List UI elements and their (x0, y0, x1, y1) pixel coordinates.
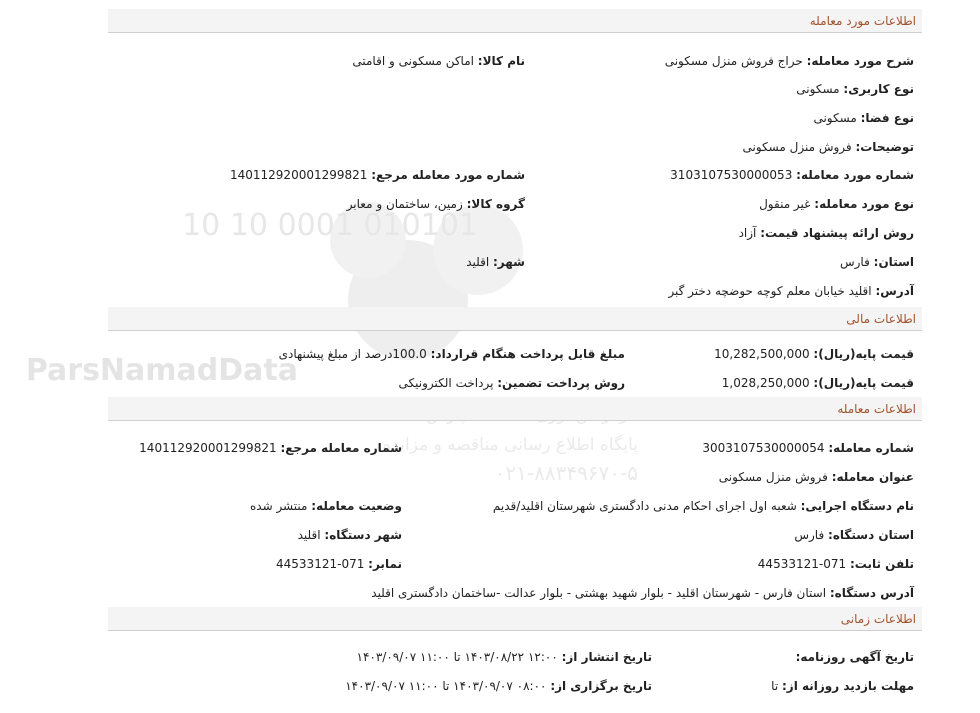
payable-label: مبلغ قابل پرداخت هنگام قرارداد: (430, 347, 625, 361)
held-date-value: ۰۸:۰۰ ۱۴۰۳/۰۹/۰۷ تا ۱۱:۰۰ ۱۴۰۳/۰۹/۰۷ (345, 679, 547, 693)
agency-address-row (371, 585, 914, 601)
payable-value: 100.0درصد از مبلغ پیشنهادی (278, 347, 427, 361)
base-price-value: 10,282,500,000 (714, 347, 810, 361)
base-price-label: قیمت پایه(ریال): (813, 347, 914, 361)
space-row (813, 110, 914, 126)
newspaper-date-row (796, 649, 914, 665)
visit-window-label: مهلت بازدید روزانه از: (782, 679, 914, 693)
agency-province-value: فارس (794, 528, 825, 542)
section-header-timing: اطلاعات زمانی (108, 607, 922, 631)
watermark-digits: 010101 0001 10 10 (182, 208, 478, 243)
fax-label: نمابر: (368, 557, 402, 571)
agency-city-value: اقلید (297, 528, 321, 542)
usage-value: مسکونی (796, 82, 840, 96)
fax-row (276, 556, 402, 572)
notes-value: فروش منزل مسکونی (742, 140, 852, 154)
agency-label: نام دستگاه اجرایی: (800, 499, 914, 513)
agency-city-row (298, 527, 402, 543)
publish-date-value: ۱۲:۰۰ ۱۴۰۳/۰۸/۲۲ تا ۱۱:۰۰ ۱۴۰۳/۰۹/۰۷ (356, 650, 558, 664)
notes-row (743, 139, 915, 155)
watermark-line3: ۰۲۱-۸۸۳۴۹۶۷۰-۵ (494, 461, 638, 485)
phone-row (758, 556, 914, 572)
agency-province-label: استان دستگاه: (828, 528, 914, 542)
deal-title-value: فروش منزل مسکونی (718, 470, 828, 484)
base-price2-value: 1,028,250,000 (721, 376, 810, 390)
agency-value: شعبه اول اجرای احکام مدنی دادگستری شهرستان اقلید/قدیم (492, 499, 797, 513)
province-value: فارس (839, 255, 870, 269)
fax-value: 071-44533121 (276, 557, 365, 571)
province-label: استان: (873, 255, 914, 269)
agency-city-label: شهر دستگاه: (324, 528, 402, 542)
item-number-label: شماره مورد معامله: (796, 168, 914, 182)
space-value: مسکونی (813, 111, 857, 125)
base-price2-label: قیمت پایه(ریال): (813, 376, 914, 390)
deal-status-label: وضعیت معامله: (311, 499, 402, 513)
province-row (840, 254, 914, 270)
goods-name-value: اماکن مسکونی و اقامتی (352, 54, 474, 68)
deal-title-label: عنوان معامله: (831, 470, 914, 484)
usage-label: نوع کاربری: (843, 82, 914, 96)
guarantee-row (399, 375, 625, 391)
deal-number-row (702, 440, 914, 456)
item-ref-row (230, 167, 525, 183)
item-ref-value: 140112920001299821 (229, 168, 368, 182)
item-type-row (759, 196, 914, 212)
goods-name-label: نام کالا: (477, 54, 525, 68)
notes-label: توضیحات: (855, 140, 914, 154)
city-value: اقلید (466, 255, 490, 269)
deal-status-value: منتشر شده (249, 499, 308, 513)
held-date-label: تاریخ برگزاری از: (550, 679, 652, 693)
guarantee-label: روش پرداخت تضمین: (497, 376, 625, 390)
visit-window-row (771, 678, 914, 694)
deal-ref-value: 140112920001299821 (139, 441, 277, 455)
item-desc-label: شرح مورد معامله: (806, 54, 914, 68)
goods-group-row (347, 196, 525, 212)
item-number-value: 3103107530000053 (670, 168, 793, 182)
visit-window-value: تا (771, 679, 779, 693)
item-type-value: غیر منقول (759, 197, 811, 211)
goods-name-row (352, 53, 525, 69)
base-price2-row (722, 375, 914, 391)
watermark-brand: ParsNamadData (25, 353, 298, 388)
item-desc-value: حراج فروش منزل مسکونی (664, 54, 803, 68)
item-desc-row (665, 53, 914, 69)
held-date-row (345, 678, 652, 694)
publish-date-label: تاریخ انتشار از: (561, 650, 652, 664)
newspaper-date-label: تاریخ آگهی روزنامه: (795, 650, 914, 664)
deal-ref-row (139, 440, 402, 456)
city-row (466, 254, 525, 270)
address-value: اقلید خیابان معلم کوچه حوضچه دختر گبر (668, 284, 872, 298)
deal-title-row (719, 469, 914, 485)
city-label: شهر: (493, 255, 525, 269)
payable-row (279, 346, 625, 362)
space-label: نوع فضا: (860, 111, 914, 125)
publish-date-row (357, 649, 652, 665)
agency-address-value: استان فارس - شهرستان اقلید - بلوار شهید بهشتی - بلوار عدالت -ساختمان دادگستری اقلید (371, 586, 827, 600)
agency-address-label: آدرس دستگاه: (829, 586, 914, 600)
section-header-deal: اطلاعات معامله (108, 397, 922, 421)
phone-value: 071-44533121 (757, 557, 847, 571)
deal-number-label: شماره معامله: (828, 441, 914, 455)
agency-row (493, 498, 914, 514)
section-header-item-info: اطلاعات مورد معامله (108, 9, 922, 33)
item-ref-label: شماره مورد معامله مرجع: (371, 168, 525, 182)
base-price-row (714, 346, 914, 362)
section-header-financial: اطلاعات مالی (108, 307, 922, 331)
goods-group-value: زمین، ساختمان و معابر (346, 197, 463, 211)
address-row (668, 283, 914, 299)
goods-group-label: گروه کالا: (466, 197, 525, 211)
agency-province-row (794, 527, 914, 543)
item-type-label: نوع مورد معامله: (814, 197, 914, 211)
watermark-line2: پایگاه اطلاع رسانی مناقصه و مزایده (382, 435, 638, 455)
bid-method-row (739, 225, 914, 241)
phone-label: تلفن ثابت: (849, 557, 914, 571)
deal-number-value: 3003107530000054 (702, 441, 825, 455)
bid-method-label: روش ارائه پیشنهاد قیمت: (760, 226, 914, 240)
usage-row (796, 81, 914, 97)
address-label: آدرس: (875, 284, 914, 298)
guarantee-value: پرداخت الکترونیکی (398, 376, 494, 390)
deal-status-row (250, 498, 402, 514)
item-number-row (670, 167, 914, 183)
deal-ref-label: شماره معامله مرجع: (280, 441, 402, 455)
bid-method-value: آزاد (738, 226, 757, 240)
auction-detail-page (25, 0, 922, 713)
